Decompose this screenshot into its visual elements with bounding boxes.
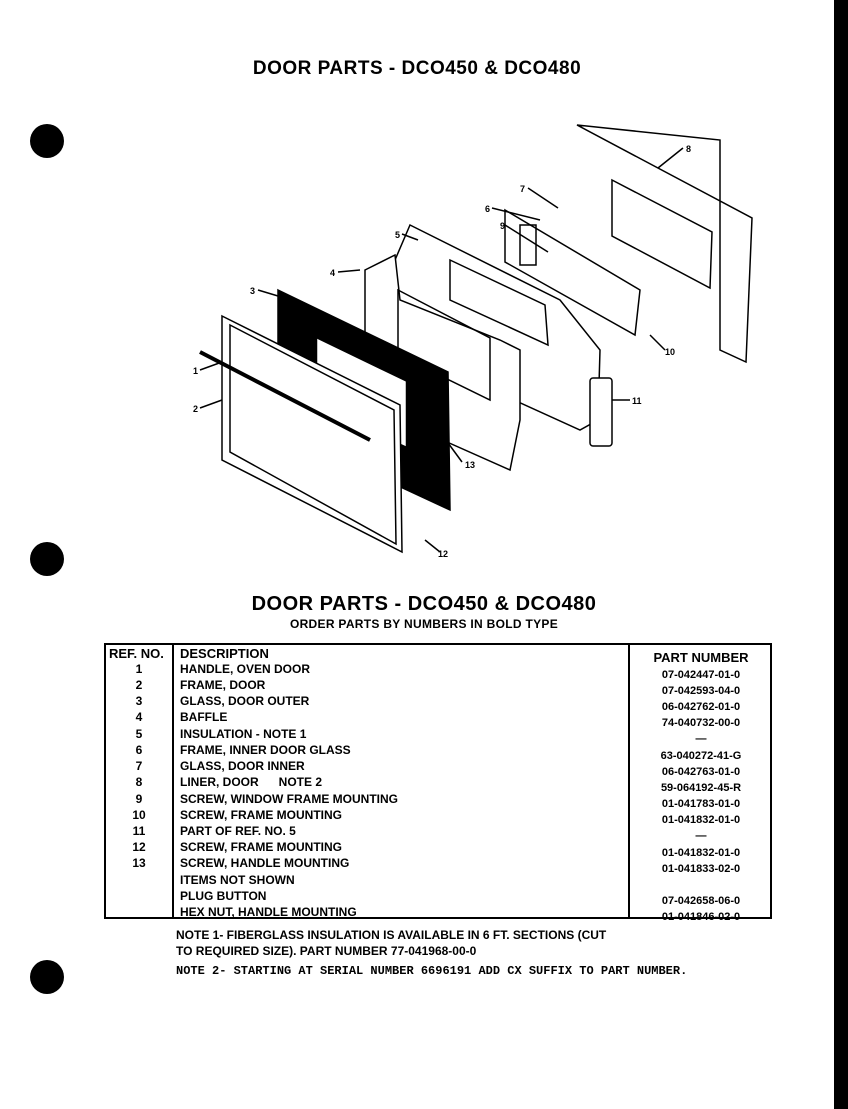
description-cell: FRAME, INNER DOOR GLASS — [180, 743, 351, 757]
callout-10: 10 — [665, 347, 676, 357]
callout-8: 8 — [686, 144, 692, 154]
part-number-cell: 07-042658-06-0 — [661, 895, 741, 907]
part-number-cell: 06-042763-01-0 — [661, 766, 741, 778]
parts-table — [104, 643, 772, 923]
binder-hole — [30, 542, 64, 576]
binder-hole — [30, 124, 64, 158]
description-cell: BAFFLE — [180, 710, 228, 724]
ref-cell: 4 — [135, 710, 143, 724]
ref-cell: 13 — [132, 856, 146, 870]
part-number-cell: 74-040732-00-0 — [661, 717, 741, 729]
description-cell: PART OF REF. NO. 5 — [180, 824, 296, 838]
ref-cell: 5 — [135, 727, 143, 741]
callout-7: 7 — [520, 184, 526, 194]
callout-2: 2 — [193, 404, 199, 414]
callout-4: 4 — [330, 268, 336, 278]
callout-5: 5 — [395, 230, 401, 240]
callout-12: 12 — [438, 549, 449, 559]
ref-cell: 11 — [132, 824, 146, 838]
description-cell: FRAME, DOOR — [180, 678, 266, 692]
table-title: DOOR PARTS - DCO450 & DCO480 — [251, 593, 597, 615]
description-cell: SCREW, HANDLE MOUNTING — [180, 856, 350, 870]
callout-1: 1 — [193, 366, 199, 376]
note-1-line-1: NOTE 1- FIBERGLASS INSULATION IS AVAILABLE IN 6 FT. SECTIONS (CUT — [176, 928, 607, 942]
callout-9: 9 — [500, 221, 506, 231]
description-cell: ITEMS NOT SHOWN — [180, 873, 295, 887]
page-title: DOOR PARTS - DCO450 & DCO480 — [252, 58, 582, 79]
part-number-cell: 01-041833-02-0 — [661, 863, 741, 875]
note-2: NOTE 2- STARTING AT SERIAL NUMBER 6696191 ADD CX SUFFIX TO PART NUMBER. — [176, 964, 688, 978]
ref-header: REF. NO. — [109, 646, 164, 661]
description-cell: HANDLE, OVEN DOOR — [180, 662, 311, 676]
ref-cell: 6 — [135, 743, 143, 757]
description-cell: GLASS, DOOR OUTER — [180, 694, 310, 708]
part-number-cell: 63-040272-41-G — [660, 750, 742, 762]
exploded-door-diagram — [170, 110, 790, 580]
part-number-cell: 07-042593-04-0 — [661, 685, 741, 697]
description-cell: INSULATION - NOTE 1 — [180, 727, 307, 741]
description-cell: LINER, DOOR NOTE 2 — [180, 775, 323, 789]
callout-13: 13 — [465, 460, 476, 470]
description-cell: PLUG BUTTON — [180, 889, 267, 903]
ref-cell: 7 — [135, 759, 143, 773]
callout-3: 3 — [250, 286, 256, 296]
ref-cell: 1 — [135, 662, 143, 676]
table-subtitle: ORDER PARTS BY NUMBERS IN BOLD TYPE — [289, 617, 559, 631]
part-number-cell: — — [695, 733, 707, 745]
ref-cell: 8 — [135, 775, 143, 789]
description-cell: HEX NUT, HANDLE MOUNTING — [180, 905, 357, 919]
ref-cell: 2 — [135, 678, 143, 692]
ref-column — [106, 645, 174, 917]
ref-cell: 9 — [135, 792, 143, 806]
ref-cell: 12 — [132, 840, 146, 854]
part-number-cell: 01-041783-01-0 — [661, 798, 741, 810]
part-number-header: PART NUMBER — [653, 650, 749, 665]
callout-6: 6 — [485, 204, 491, 214]
part-number-cell: 07-042447-01-0 — [661, 669, 741, 681]
part-number-cell: 06-042762-01-0 — [661, 701, 741, 713]
description-cell: GLASS, DOOR INNER — [180, 759, 305, 773]
part-number-cell: 01-041846-02-0 — [661, 911, 741, 923]
description-cell: SCREW, WINDOW FRAME MOUNTING — [180, 792, 398, 806]
description-cell: SCREW, FRAME MOUNTING — [180, 840, 342, 854]
note-1-line-2: TO REQUIRED SIZE). PART NUMBER 77-041968-00-0 — [176, 944, 477, 958]
callout-11: 11 — [632, 396, 642, 406]
part-number-column — [630, 645, 772, 923]
part-number-cell: 01-041832-01-0 — [661, 814, 741, 826]
part-number-cell: 01-041832-01-0 — [661, 847, 741, 859]
note-1 — [176, 927, 606, 959]
binder-hole — [30, 960, 64, 994]
description-column — [174, 645, 630, 917]
part-number-cell: — — [695, 830, 707, 842]
part-number-cell: 59-064192-45-R — [660, 782, 742, 794]
description-header: DESCRIPTION — [180, 646, 269, 661]
ref-cell: 10 — [132, 808, 146, 822]
description-cell: SCREW, FRAME MOUNTING — [180, 808, 342, 822]
ref-cell: 3 — [135, 694, 143, 708]
